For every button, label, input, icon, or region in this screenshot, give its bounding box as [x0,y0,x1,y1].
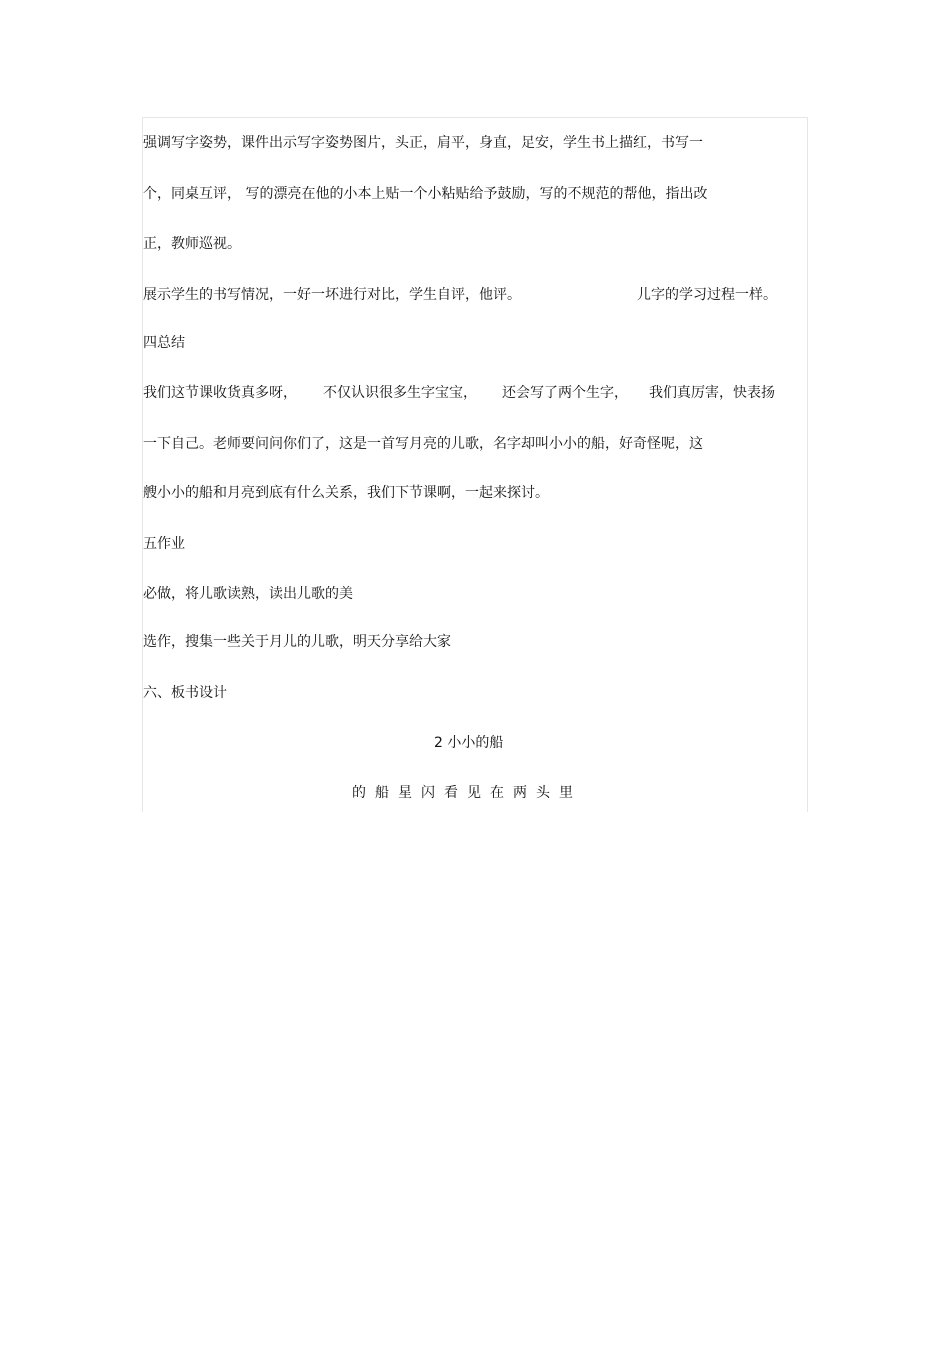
board-char: 星 [398,785,412,801]
paragraph-teacher-patrol: 正，教师巡视。 [143,236,241,252]
board-char: 里 [559,785,573,801]
board-char: 头 [536,785,550,801]
homework-optional: 选作，搜集一些关于月儿的儿歌，明天分享给大家 [143,634,451,650]
paragraph-next-lesson: 艘小小的船和月亮到底有什么关系，我们下节课啊，一起来探讨。 [143,485,549,501]
board-char: 两 [513,785,527,801]
board-char: 在 [490,785,504,801]
paragraph-writing-posture: 强调写字姿势，课件出示写字姿势图片，头正，肩平，身直，足安，学生书上描红，书写一 [143,135,703,151]
board-char: 的 [352,785,366,801]
summary-part-4: 我们真厉害，快表扬 [649,385,775,401]
summary-part-1: 我们这节课收货真多呀， [143,385,297,401]
page-frame [142,117,808,812]
board-char: 闪 [421,785,435,801]
paragraph-song-question: 一下自己。老师要问问你们了，这是一首写月亮的儿歌，名字却叫小小的船，好奇怪呢，这 [143,436,703,452]
display-writing-text: 展示学生的书写情况，一好一坏进行对比，学生自评，他评。 [143,287,521,303]
board-character-row [352,783,582,803]
board-char: 见 [467,785,481,801]
board-char: 看 [444,785,458,801]
heading-board-design: 六、板书设计 [143,685,227,701]
paragraph-peer-review: 个，同桌互评， 写的漂亮在他的小本上贴一个小粘贴给予鼓励，写的不规范的帮他，指出改 [143,186,708,202]
heading-summary: 四总结 [143,335,185,351]
summary-part-3: 还会写了两个生字， [502,385,628,401]
board-title: 2 小小的船 [434,735,504,751]
heading-homework: 五作业 [143,536,185,552]
summary-part-2: 不仅认识很多生字宝宝， [323,385,477,401]
board-char: 船 [375,785,389,801]
homework-required: 必做，将儿歌读熟，读出儿歌的美 [143,586,353,602]
display-writing-tail: 儿字的学习过程一样。 [637,287,777,303]
